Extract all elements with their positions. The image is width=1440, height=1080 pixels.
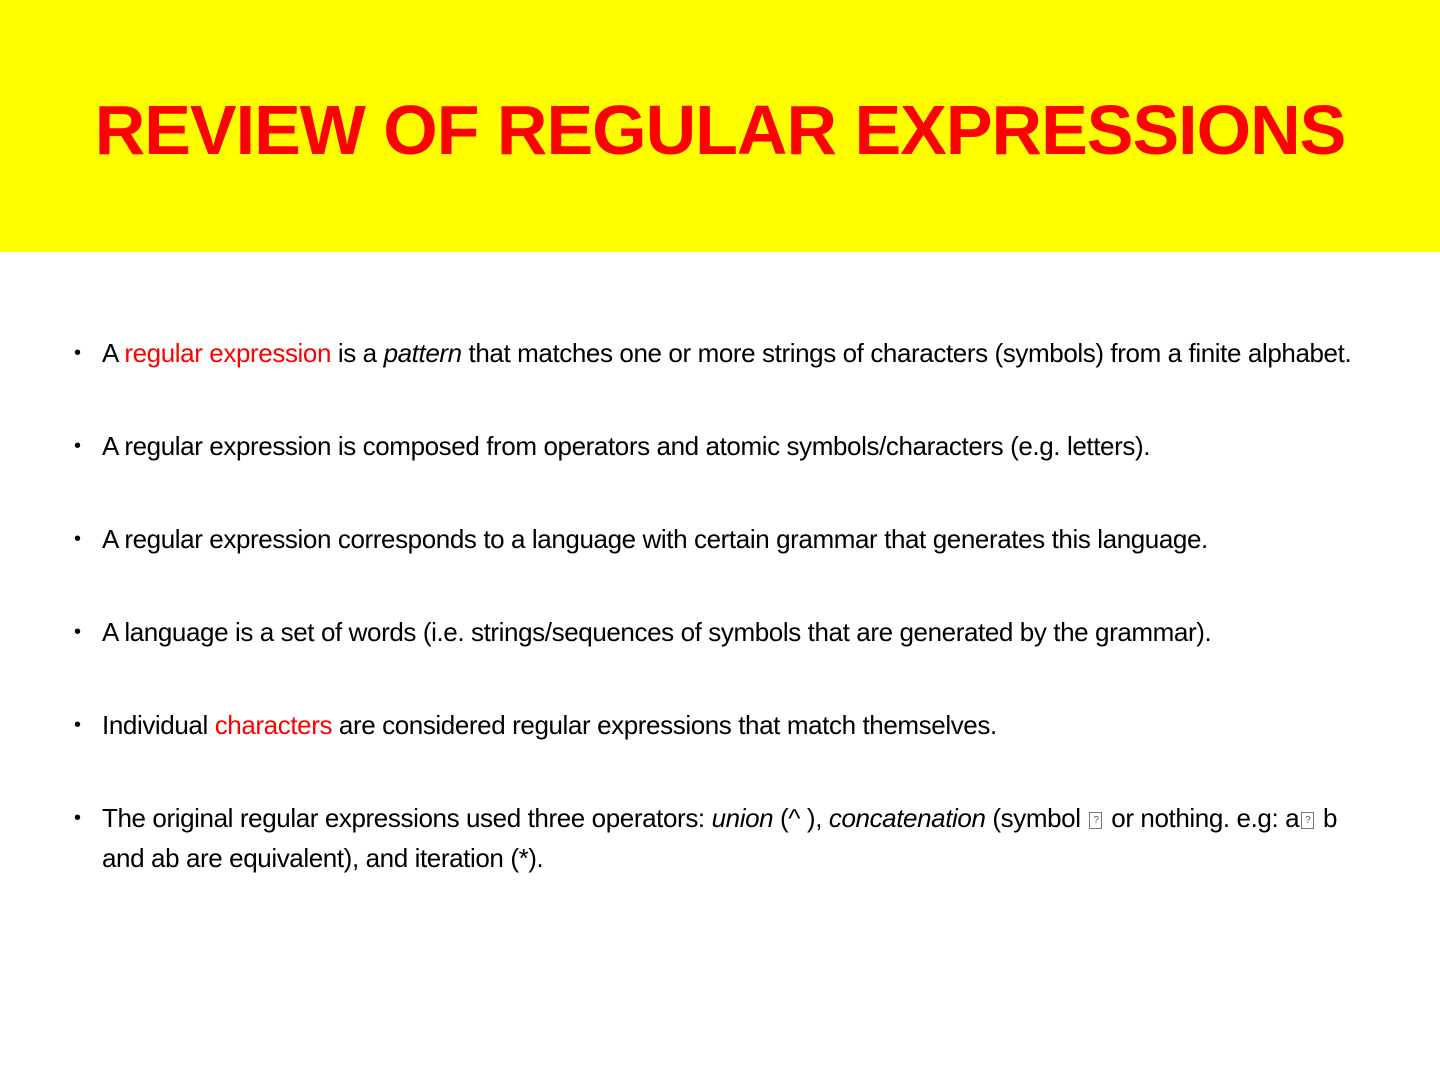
highlighted-term: characters [214, 710, 333, 740]
bullet-dot-icon: • [74, 807, 81, 829]
emphasized-term: concatenation [828, 803, 986, 833]
highlighted-term: regular expression [124, 338, 332, 368]
bullet-text: The original regular expressions used three operators: [102, 803, 712, 833]
bullet-text: or nothing. e.g: a [1104, 803, 1300, 833]
bullet-text: is a [331, 338, 384, 368]
slide-title: REVIEW OF REGULAR EXPRESSIONS [94, 91, 1346, 169]
bullet-list [72, 333, 1368, 878]
emphasized-term: pattern [383, 338, 462, 368]
bullet-text: that matches one or more strings of characters (symbols) from a finite alphabet. [461, 338, 1352, 368]
bullet-text: Individual [102, 710, 215, 740]
bullet-item-3 [72, 519, 1368, 559]
missing-glyph-icon: ? [1089, 812, 1102, 829]
emphasized-term: union [711, 803, 774, 833]
bullet-item-1 [72, 333, 1368, 373]
bullet-dot-icon: • [74, 342, 81, 364]
bullet-item-5 [72, 705, 1368, 745]
bullet-item-2 [72, 426, 1368, 466]
bullet-text: A language is a set of words (i.e. strings/sequences of symbols that are generated by the grammar). [102, 617, 1212, 647]
bullet-text: are considered regular expressions that match themselves. [332, 710, 997, 740]
bullet-text: A regular expression corresponds to a language with certain grammar that generates this language. [102, 524, 1208, 554]
union-symbol-icon: ^ [788, 803, 801, 833]
bullet-dot-icon: • [74, 621, 81, 643]
bullet-item-6 [72, 798, 1368, 878]
bullet-text: A regular expression is composed from operators and atomic symbols/characters (e.g. letters). [102, 431, 1151, 461]
bullet-text: ), [800, 803, 829, 833]
bullet-text: ( [773, 803, 789, 833]
bullet-text: A [102, 338, 125, 368]
missing-glyph-icon: ? [1301, 812, 1314, 829]
title-band [0, 0, 1440, 252]
bullet-dot-icon: • [74, 714, 81, 736]
bullet-text: (symbol [985, 803, 1088, 833]
bullet-item-4 [72, 612, 1368, 652]
bullet-dot-icon: • [74, 528, 81, 550]
bullet-dot-icon: • [74, 435, 81, 457]
bullet-text: b and ab are equivalent), and iteration (*). [102, 803, 1338, 873]
